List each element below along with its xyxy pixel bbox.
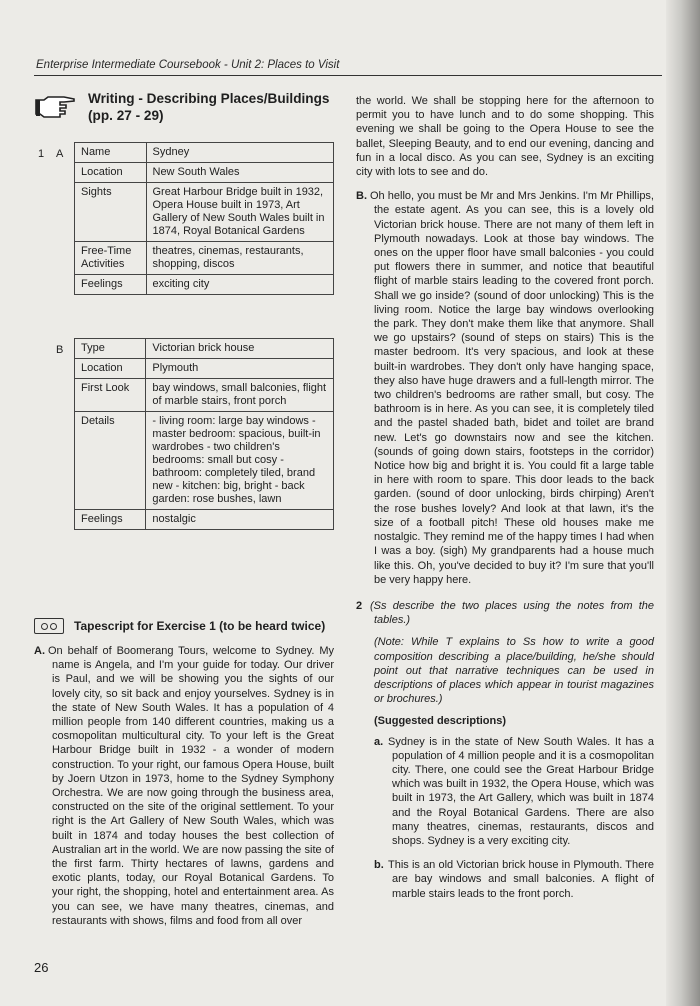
- section-pages: (pp. 27 - 29): [88, 108, 164, 123]
- teacher-note: (Note: While T explains to Ss how to write a good composition describing a place/building, he/she should point out that narrative techniques can be used in descriptions of places which appear in tourist magazines or brochures.): [374, 636, 654, 706]
- row-key: Type: [75, 339, 146, 359]
- tapescript-a: [34, 644, 334, 928]
- row-key: Name: [75, 143, 147, 163]
- tapescript-b: [356, 189, 654, 587]
- description-b-text: This is an old Victorian brick house in Plymouth. There are bay windows and small balconies. A flight of marble stairs leads to the front porch.: [388, 859, 654, 900]
- table-row: [75, 359, 334, 379]
- table-b-letter: B: [56, 344, 64, 356]
- cassette-icon: [34, 618, 64, 634]
- description-b-label: b.: [374, 859, 384, 872]
- pointing-hand-icon: [34, 94, 76, 120]
- exercise-number: 1: [38, 148, 45, 160]
- page-number: 26: [34, 960, 49, 975]
- row-key: Free-Time Activities: [75, 242, 147, 275]
- suggested-descriptions-heading: (Suggested descriptions): [374, 715, 507, 728]
- row-key: Location: [75, 359, 146, 379]
- table-row: [75, 275, 334, 295]
- row-value: nostalgic: [146, 510, 334, 530]
- table-a-letter: A: [56, 148, 64, 160]
- row-value: - living room: large bay windows - master bedroom: spacious, built-in wardrobes - two children's bedrooms: small but cosy - bathroom: completely tiled, brand new - kitchen: big, bright - back garden: rose bushes, lawn: [146, 412, 334, 510]
- tapescript-a-continued: the world. We shall be stopping here for the afternoon to permit you to have lunch and to do some shopping. This evening we shall be going to the Opera House to see the ballet, Sleeping Beauty, and to end our evening, dancing and fun in a local disco. As you can see, Sydney is an exciting city with lots to see and do.: [356, 95, 654, 179]
- tapescript-b-label: B.: [356, 190, 367, 203]
- exercise-2-number: 2: [356, 599, 363, 612]
- row-value: Plymouth: [146, 359, 334, 379]
- table-row: [75, 379, 334, 412]
- table-row: [75, 242, 334, 275]
- section-heading: [34, 90, 334, 124]
- exercise-2-instruction: [356, 599, 654, 627]
- tapescript-heading: [34, 618, 334, 634]
- table-row: [75, 412, 334, 510]
- left-column: [34, 90, 334, 975]
- description-a-label: a.: [374, 735, 384, 748]
- description-a-text: Sydney is in the state of New South Wales. It has a population of 4 million people and it is a cosmopolitan city. There, one could see the Great Harbour Bridge which was built in 1932, the Opera House, which was built in 1973, the Art Gallery, which was built in 1874 and the Royal Botanical Gardens. There are also many theatres, cinemas, restaurants, discos and shops. Sydney is a very exciting city.: [388, 735, 654, 847]
- section-title: Writing - Describing Places/Buildings: [88, 91, 330, 106]
- running-header: Enterprise Intermediate Coursebook - Unit 2: Places to Visit: [36, 59, 340, 71]
- row-key: Sights: [75, 183, 147, 242]
- table-a: [74, 142, 334, 295]
- row-value: Sydney: [146, 143, 334, 163]
- tapescript-block: [34, 618, 334, 928]
- table-row: [75, 163, 334, 183]
- tapescript-b-text: Oh hello, you must be Mr and Mrs Jenkins. I'm Mr Phillips, the estate agent. As you can see, this is a lovely old Victorian brick house. There are not many of them left in Plymouth nowadays. Look at those bay windows. The ones on the upper floor have small balconies - you could put flowers there in summer, and notice that beautiful flight of marble stairs leading to the covered front porch. Shall we go inside? (sound of door unlocking) This is the living room. Notice the large bay windows overlooking the park. They don't make them like that anymore. Shall we go upstairs? (sound of steps on stairs) This is the master bedroom. It's very spacious, and look at these built-in wardrobes. They don't only have hanging space, they also have huge drawers and a full-length mirror. The two children's bedrooms are rather small, but cosy. The bathroom is in here. As you can see, it is completely tiled and the pastel shaded bath, bidet and toilet are brand new. Let's go downstairs now and see the kitchen. (sounds of going down stairs, footsteps in the corridor) Notice how big and bright it is. You could fit a large table in here with room to spare. This door leads to the back garden. (sound of door unlocking, birds chirping) Aren't the rose bushes lovely? And look at that lawn, it's the size of a football pitch! These old houses make me nostalgic. They remind me of the happy times I had when I was a boy. (sigh) My grandparents had a house much like this. Oh, you've decided to buy it? I'm sure that you'll be very happy here.: [370, 190, 654, 586]
- exercise-2-instruction-text: (Ss describe the two places using the notes from the tables.): [370, 599, 654, 627]
- row-value: theatres, cinemas, restaurants, shopping, discos: [146, 242, 334, 275]
- row-key: Feelings: [75, 275, 147, 295]
- row-value: exciting city: [146, 275, 334, 295]
- row-value: Victorian brick house: [146, 339, 334, 359]
- tapescript-a-label: A.: [34, 645, 45, 657]
- row-value: Great Harbour Bridge built in 1932, Opera House built in 1973, Art Gallery of New South Wales built in 1874, Royal Botanical Gardens: [146, 183, 334, 242]
- tapescript-title: Tapescript for Exercise 1 (to be heard twice): [74, 619, 326, 633]
- table-row: [75, 143, 334, 163]
- right-column: [356, 94, 654, 901]
- row-value: New South Wales: [146, 163, 334, 183]
- table-b: [74, 338, 334, 530]
- row-key: First Look: [75, 379, 146, 412]
- header-rule: [34, 75, 662, 76]
- row-key: Feelings: [75, 510, 146, 530]
- description-a: [356, 735, 654, 849]
- book-spine-shadow: [666, 0, 700, 1006]
- tapescript-a-text: On behalf of Boomerang Tours, welcome to Sydney. My name is Angela, and I'm your guide for today. Our driver is Paul, and we will be showing you the sights of our lovely city, so sit back and enjoy yourselves. Sydney is in the state of New South Wales. It has a population of 4 million people from 140 different countries, making us a cosmopolitan multicultural city. To your left is the Great Harbour Bridge built in 1932 - a wonder of modern construction. To your right, our famous Opera House, built by Joern Utzon in 1973, home to the Sydney Symphony Orchestra. We are now going through the business area, constructed on the site of the original settlement. To your right is the Art Gallery of New South Wales, which was built in 1874 and today houses the best collection of Australian art in the world. We are now passing the site of the first farm. Thirty hectares of lawns, gardens and exotic plants, today, our Royal Botanical Gardens. To your right, the shopping, hotel and entertainment area. As you can see, we have many theatres, cinemas, and restaurants with shows, films and food from all over: [48, 645, 334, 927]
- row-key: Details: [75, 412, 146, 510]
- row-value: bay windows, small balconies, flight of marble stairs, front porch: [146, 379, 334, 412]
- table-row: [75, 183, 334, 242]
- table-row: [75, 339, 334, 359]
- description-b: [356, 858, 654, 901]
- table-row: [75, 510, 334, 530]
- row-key: Location: [75, 163, 147, 183]
